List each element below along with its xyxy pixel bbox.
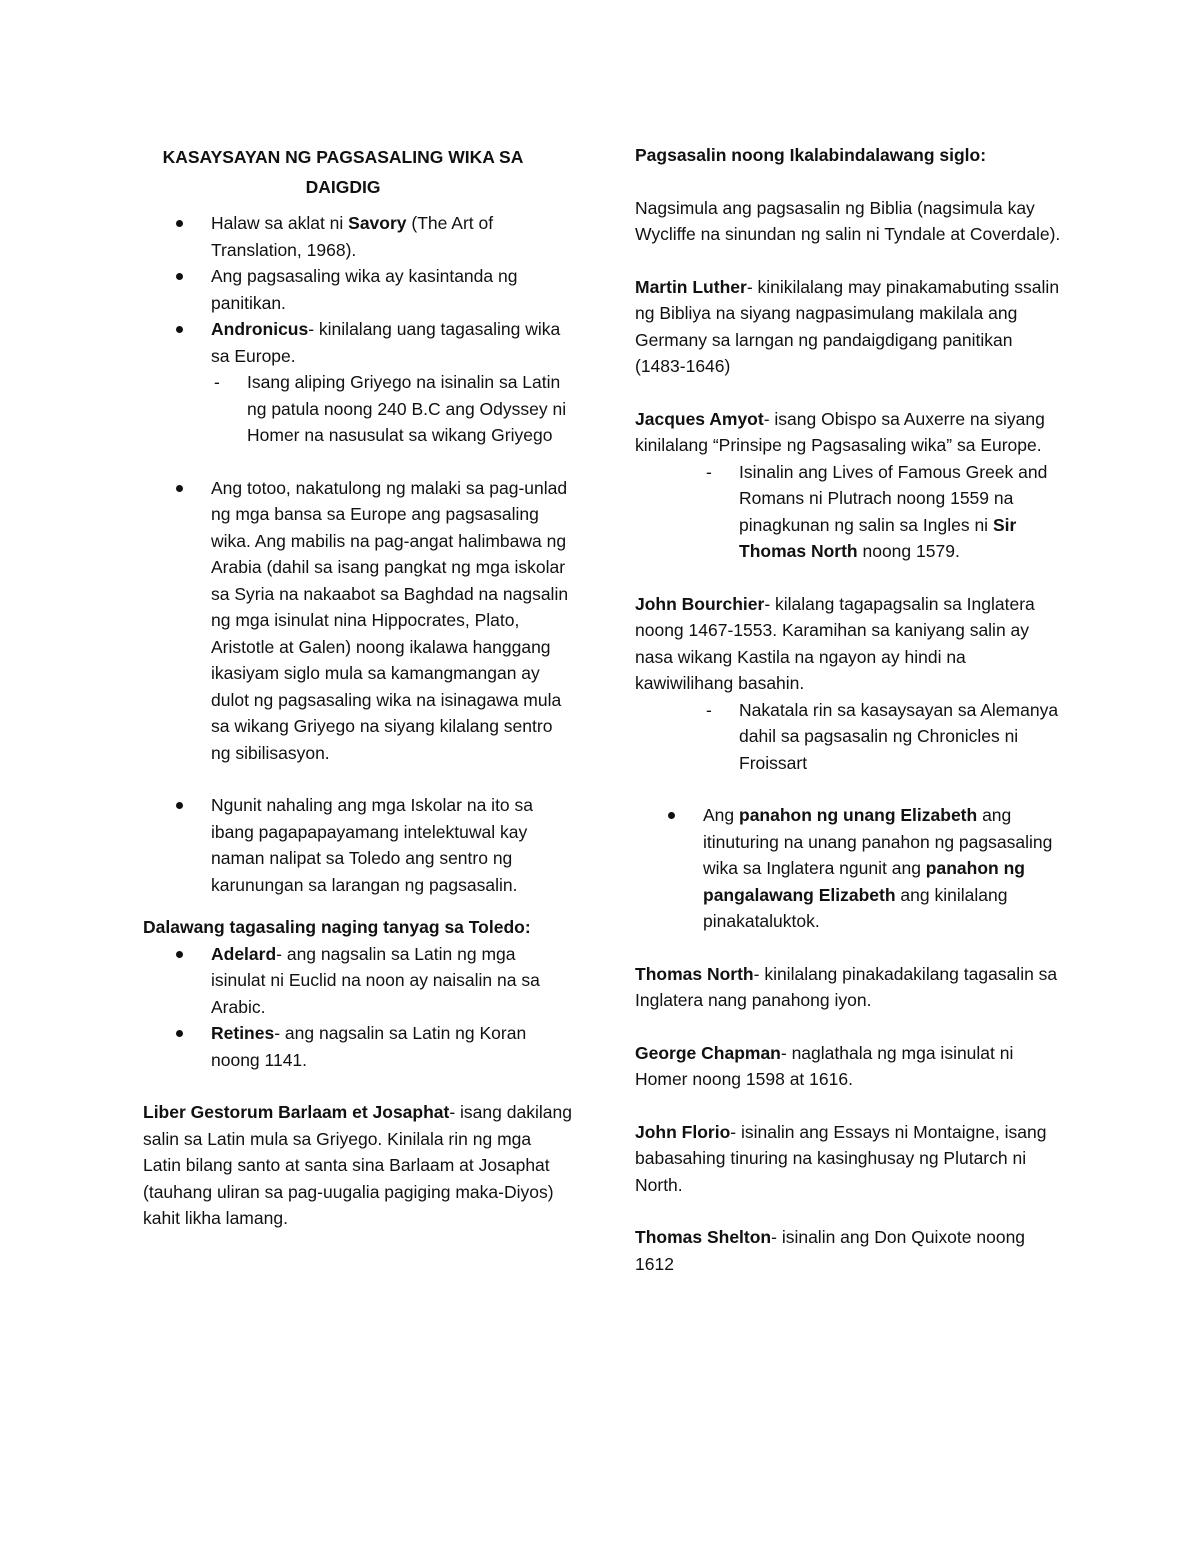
document-title (143, 142, 573, 202)
bullet-kasintanda: Ang pagsasaling wika ay kasintanda ng panitikan. (143, 263, 573, 316)
bullet-toledo: Ngunit nahaling ang mga Iskolar na ito sa ibang pagapapayamang intelektuwal kay naman nalipat sa Toledo ang sentro ng karunungan sa larangan ng pagsasalin. (143, 792, 573, 898)
bullet-retines: Retines- ang nagsalin sa Latin ng Koran noong 1141. (143, 1020, 573, 1073)
bullet-elizabeth: Ang panahon ng unang Elizabeth ang itinuturing na unang panahon ng pagsasaling wika sa Inglatera ngunit ang panahon ng pangalawang Elizabeth ang kinilalang pinakataluktok. (635, 802, 1065, 935)
title-line-1: KASAYSAYAN NG PAGSASALING WIKA SA (162, 147, 524, 167)
dash-item-froissart: - Nakatala rin sa kasaysayan sa Alemanya dahil sa pagsasalin ng Chronicles ni Froissart (635, 697, 1065, 777)
chapman-paragraph: George Chapman- naglathala ng mga isinulat ni Homer noong 1598 at 1616. (635, 1042, 1014, 1089)
intro-bullet-list (143, 210, 573, 369)
bourchier-dash-list (635, 697, 1065, 777)
title-line-2: DAIGDIG (305, 177, 381, 197)
bullet-adelard: Adelard- ang nagsalin sa Latin ng mga isinulat ni Euclid na noon ay naisalin na sa Arabic. (143, 941, 573, 1021)
andronicus-dash-list (143, 369, 573, 449)
luther-paragraph: Martin Luther- kinikilalang may pinakamabuting ssalin ng Bibliya na siyang nagpasimulang makilala ang Germany sa larngan ng pandaigdigang panitikan (1483-1646) (635, 276, 1060, 376)
left-column (143, 142, 573, 1232)
bourchier-paragraph: John Bourchier- kilalang tagapagsalin sa Inglatera noong 1467-1553. Karamihan sa kaniyang salin ay nasa wikang Kastila na ngayon ay hindi na kawiwilihang basahin. (635, 593, 1035, 693)
right-column (635, 142, 1065, 1277)
amyot-dash-list (635, 459, 1065, 565)
biblia-paragraph: Nagsimula ang pagsasalin ng Biblia (nagsimula kay Wycliffe na sinundan ng salin ni Tyndale at Coverdale). (635, 197, 1061, 244)
twelfth-century-heading: Pagsasalin noong Ikalabindalawang siglo: (635, 145, 987, 165)
florio-paragraph: John Florio- isinalin ang Essays ni Montaigne, isang babasahing tinuring na kasinghusay ng Plutarch ni North. (635, 1121, 1047, 1195)
bullet-andronicus: Andronicus- kinilalang uang tagasaling wika sa Europe. (143, 316, 573, 369)
bullet-europe-arabia: Ang totoo, nakatulong ng malaki sa pag-unlad ng mga bansa sa Europe ang pagsasaling wika. Ang mabilis na pag-angat halimbawa ng Arabia (dahil sa isang pangkat ng mga iskolar sa Syria na nakaabot sa Baghdad na nagsalin ng mga isinulat nina Hippocrates, Plato, Aristotle at Galen) noong ikalawa hanggang ikasiyam siglo mula sa kamangmangan ay dulot ng pagsasaling wika na isinagawa mula sa wikang Griyego na siyang kilalang sentro ng sibilisasyon. (143, 475, 573, 767)
dash-item-plutarch: - Isinalin ang Lives of Famous Greek and Romans ni Plutrach noong 1559 na pinagkunan ng salin sa Ingles ni Sir Thomas North noong 1579. (635, 459, 1065, 565)
liber-paragraph: Liber Gestorum Barlaam et Josaphat- isang dakilang salin sa Latin mula sa Griyego. Kinilala rin ng mga Latin bilang santo at santa sina Barlaam at Josaphat (tauhang uliran sa pag-uugalia pagiging maka-Diyos) kahit likha lamang. (143, 1102, 572, 1228)
dash-item-odyssey: - Isang aliping Griyego na isinalin sa Latin ng patula noong 240 B.C ang Odyssey ni Homer na nasusulat sa wikang Griyego (143, 369, 573, 449)
elizabeth-bullet-list (635, 802, 1065, 935)
amyot-paragraph: Jacques Amyot- isang Obispo sa Auxerre na siyang kinilalang “Prinsipe ng Pagsasaling wika” sa Europe. (635, 408, 1045, 455)
history-bullet-list (143, 475, 573, 767)
toledo-bullet-list (143, 792, 573, 898)
shelton-paragraph: Thomas Shelton- isinalin ang Don Quixote noong 1612 (635, 1227, 1026, 1274)
toledo-translators-list (143, 941, 573, 1074)
toledo-heading: Dalawang tagasaling naging tanyag sa Toledo: (143, 917, 531, 937)
north-paragraph: Thomas North- kinilalang pinakadakilang tagasalin sa Inglatera nang panahong iyon. (635, 963, 1058, 1010)
bullet-savory: Halaw sa aklat ni Savory (The Art of Translation, 1968). (143, 210, 573, 263)
